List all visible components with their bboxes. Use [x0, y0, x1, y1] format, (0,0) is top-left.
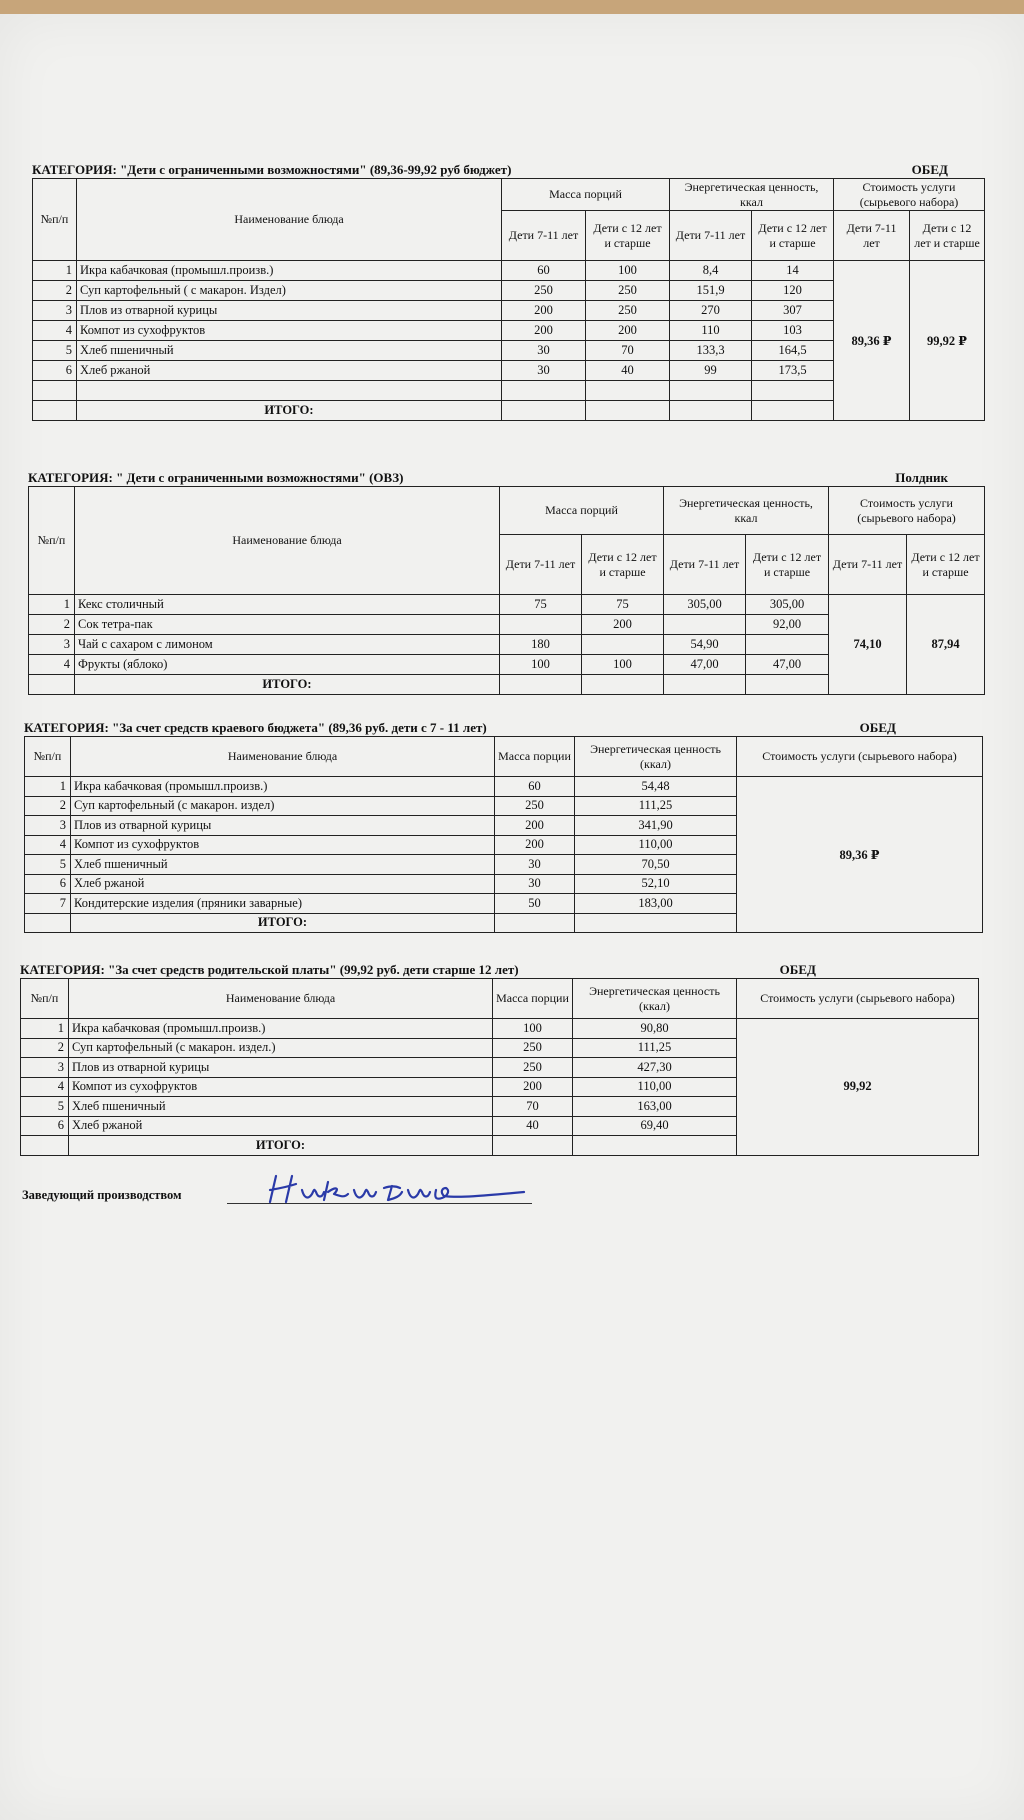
- signature-label: Заведующий производством: [22, 1188, 182, 1202]
- energy-value: 151,9: [670, 281, 752, 301]
- dish-name: Фрукты (яблоко): [75, 655, 500, 675]
- col-mass-header: Масса порций: [500, 487, 664, 535]
- mass-value: 100: [586, 261, 670, 281]
- col-num-header: №п/п: [21, 979, 69, 1019]
- mass-value: 75: [582, 595, 664, 615]
- cost-value: 89,36 ₽: [737, 777, 983, 933]
- meal-label: ОБЕД: [859, 720, 896, 735]
- mass-value: 200: [582, 615, 664, 635]
- cost-value: 74,10: [829, 595, 907, 695]
- col-num-header: №п/п: [33, 179, 77, 261]
- row-number: 4: [25, 835, 71, 855]
- mass-value: 50: [495, 894, 575, 914]
- row-number: 3: [29, 635, 75, 655]
- mass-value: 70: [493, 1097, 573, 1117]
- mass-value: 200: [586, 321, 670, 341]
- section-t2: [28, 470, 984, 695]
- row-number: 6: [33, 361, 77, 381]
- category-title: КАТЕГОРИЯ: "Дети с ограниченными возможностями" (89,36-99,92 руб бюджет): [32, 162, 512, 177]
- col-energy-header: Энергетическая ценность, ккал: [664, 487, 829, 535]
- energy-value: 103: [752, 321, 834, 341]
- mass-value: 75: [500, 595, 582, 615]
- row-number: 2: [21, 1038, 69, 1058]
- dish-name: Хлеб пшеничный: [71, 855, 495, 875]
- sub-header: Дети 7-11 лет: [664, 535, 746, 595]
- energy-value: 69,40: [573, 1116, 737, 1136]
- sub-header: Дети с 12 лет и старше: [582, 535, 664, 595]
- mass-value: 250: [502, 281, 586, 301]
- energy-value: 270: [670, 301, 752, 321]
- col-name-header: Наименование блюда: [77, 179, 502, 261]
- row-number: 2: [25, 796, 71, 816]
- energy-value: 307: [752, 301, 834, 321]
- row-number: 6: [25, 874, 71, 894]
- mass-value: 40: [493, 1116, 573, 1136]
- cost-value: 89,36 ₽: [834, 261, 910, 421]
- sub-header: Дети с 12 лет и старше: [910, 211, 985, 261]
- mass-value: 200: [502, 321, 586, 341]
- row-number: 2: [33, 281, 77, 301]
- dish-name: Кондитерские изделия (пряники заварные): [71, 894, 495, 914]
- mass-value: 180: [500, 635, 582, 655]
- row-number: 4: [29, 655, 75, 675]
- dish-name: Хлеб пшеничный: [69, 1097, 493, 1117]
- energy-value: 341,90: [575, 816, 737, 836]
- energy-value: 52,10: [575, 874, 737, 894]
- energy-value: 163,00: [573, 1097, 737, 1117]
- sub-header: Дети 7-11 лет: [500, 535, 582, 595]
- energy-value: 111,25: [573, 1038, 737, 1058]
- meal-label: Полдник: [895, 470, 948, 485]
- mass-value: 200: [495, 816, 575, 836]
- row-number: 1: [29, 595, 75, 615]
- row-number: 3: [21, 1058, 69, 1078]
- dish-name: Суп картофельный (с макарон. издел): [71, 796, 495, 816]
- row-number: 4: [33, 321, 77, 341]
- energy-value: 183,00: [575, 894, 737, 914]
- sub-header: Дети 7-11 лет: [834, 211, 910, 261]
- row-number: 5: [33, 341, 77, 361]
- col-mass-header: Масса порций: [502, 179, 670, 211]
- mass-value: 200: [502, 301, 586, 321]
- energy-value: 110: [670, 321, 752, 341]
- category-title: КАТЕГОРИЯ: "За счет средств краевого бюджета" (89,36 руб. дети с 7 - 11 лет): [24, 720, 487, 735]
- dish-name: Хлеб ржаной: [77, 361, 502, 381]
- energy-value: 120: [752, 281, 834, 301]
- energy-value: 54,48: [575, 777, 737, 797]
- energy-value: 305,00: [746, 595, 829, 615]
- menu-table: [32, 178, 985, 421]
- mass-value: 100: [493, 1019, 573, 1039]
- section-t4: [20, 962, 978, 1156]
- col-cost-header: Стоимость услуги (сырьевого набора): [829, 487, 985, 535]
- mass-value: 250: [586, 281, 670, 301]
- sub-header: Дети 7-11 лет: [502, 211, 586, 261]
- dish-name: Хлеб ржаной: [71, 874, 495, 894]
- row-number: 1: [25, 777, 71, 797]
- dish-name: Компот из сухофруктов: [77, 321, 502, 341]
- row-number: 6: [21, 1116, 69, 1136]
- menu-table: [28, 486, 985, 695]
- mass-value: 250: [586, 301, 670, 321]
- energy-value: 8,4: [670, 261, 752, 281]
- section-header: [28, 470, 984, 486]
- total-label: ИТОГО:: [75, 675, 500, 695]
- col-num-header: №п/п: [29, 487, 75, 595]
- meal-label: ОБЕД: [911, 162, 948, 177]
- mass-value: 250: [493, 1038, 573, 1058]
- energy-value: [664, 615, 746, 635]
- menu-table: [24, 736, 983, 933]
- col-mass-header: Масса порции: [493, 979, 573, 1019]
- row-number: 3: [25, 816, 71, 836]
- dish-name: Чай с сахаром с лимоном: [75, 635, 500, 655]
- sub-header: Дети 7-11 лет: [829, 535, 907, 595]
- total-label: ИТОГО:: [71, 913, 495, 933]
- mass-value: 60: [502, 261, 586, 281]
- energy-value: [746, 635, 829, 655]
- dish-name: Кекс столичный: [75, 595, 500, 615]
- col-name-header: Наименование блюда: [71, 737, 495, 777]
- cost-value: 87,94: [907, 595, 985, 695]
- mass-value: 30: [502, 341, 586, 361]
- energy-value: 305,00: [664, 595, 746, 615]
- energy-value: 110,00: [573, 1077, 737, 1097]
- row-number: 1: [21, 1019, 69, 1039]
- col-energy-header: Энергетическая ценность (ккал): [575, 737, 737, 777]
- energy-value: 427,30: [573, 1058, 737, 1078]
- signature-block: [22, 1176, 542, 1216]
- energy-value: 99: [670, 361, 752, 381]
- dish-name: Суп картофельный (с макарон. издел.): [69, 1038, 493, 1058]
- table-row: [21, 1019, 979, 1039]
- section-t1: [32, 162, 984, 421]
- row-number: 5: [21, 1097, 69, 1117]
- mass-value: 30: [495, 874, 575, 894]
- mass-value: 200: [493, 1077, 573, 1097]
- mass-value: 250: [495, 796, 575, 816]
- menu-table: [20, 978, 979, 1156]
- section-t3: [24, 720, 982, 933]
- energy-value: 14: [752, 261, 834, 281]
- dish-name: Плов из отварной курицы: [77, 301, 502, 321]
- total-label: ИТОГО:: [77, 401, 502, 421]
- dish-name: Сок тетра-пак: [75, 615, 500, 635]
- section-header: [24, 720, 982, 736]
- energy-value: 110,00: [575, 835, 737, 855]
- sub-header: Дети 7-11 лет: [670, 211, 752, 261]
- col-energy-header: Энергетическая ценность, ккал: [670, 179, 834, 211]
- section-header: [20, 962, 978, 978]
- col-name-header: Наименование блюда: [69, 979, 493, 1019]
- dish-name: Компот из сухофруктов: [69, 1077, 493, 1097]
- mass-value: 250: [493, 1058, 573, 1078]
- meal-label: ОБЕД: [779, 962, 816, 977]
- section-header: [32, 162, 984, 178]
- row-number: 5: [25, 855, 71, 875]
- category-title: КАТЕГОРИЯ: " Дети с ограниченными возможностями" (ОВЗ): [28, 470, 404, 485]
- dish-name: Суп картофельный ( с макарон. Издел): [77, 281, 502, 301]
- dish-name: Плов из отварной курицы: [71, 816, 495, 836]
- category-title: КАТЕГОРИЯ: "За счет средств родительской платы" (99,92 руб. дети старше 12 лет): [20, 962, 519, 977]
- col-mass-header: Масса порции: [495, 737, 575, 777]
- energy-value: 47,00: [746, 655, 829, 675]
- mass-value: 100: [500, 655, 582, 675]
- energy-value: 90,80: [573, 1019, 737, 1039]
- energy-value: 54,90: [664, 635, 746, 655]
- row-number: 4: [21, 1077, 69, 1097]
- mass-value: 200: [495, 835, 575, 855]
- mass-value: [582, 635, 664, 655]
- energy-value: 111,25: [575, 796, 737, 816]
- row-number: 7: [25, 894, 71, 914]
- dish-name: Плов из отварной курицы: [69, 1058, 493, 1078]
- energy-value: 173,5: [752, 361, 834, 381]
- col-cost-header: Стоимость услуги (сырьевого набора): [834, 179, 985, 211]
- dish-name: Икра кабачковая (промышл.произв.): [77, 261, 502, 281]
- col-cost-header: Стоимость услуги (сырьевого набора): [737, 737, 983, 777]
- sub-header: Дети с 12 лет и старше: [586, 211, 670, 261]
- table-row: [29, 595, 985, 615]
- cost-value: 99,92: [737, 1019, 979, 1156]
- mass-value: 30: [495, 855, 575, 875]
- sub-header: Дети с 12 лет и старше: [746, 535, 829, 595]
- row-number: 3: [33, 301, 77, 321]
- energy-value: 70,50: [575, 855, 737, 875]
- handwritten-signature-icon: [262, 1168, 532, 1208]
- col-cost-header: Стоимость услуги (сырьевого набора): [737, 979, 979, 1019]
- row-number: 1: [33, 261, 77, 281]
- mass-value: 70: [586, 341, 670, 361]
- dish-name: Хлеб ржаной: [69, 1116, 493, 1136]
- dish-name: Хлеб пшеничный: [77, 341, 502, 361]
- mass-value: [500, 615, 582, 635]
- table-row: [33, 261, 985, 281]
- dish-name: Икра кабачковая (промышл.произв.): [69, 1019, 493, 1039]
- energy-value: 133,3: [670, 341, 752, 361]
- total-label: ИТОГО:: [69, 1136, 493, 1156]
- energy-value: 47,00: [664, 655, 746, 675]
- col-energy-header: Энергетическая ценность (ккал): [573, 979, 737, 1019]
- cost-value: 99,92 ₽: [910, 261, 985, 421]
- mass-value: 40: [586, 361, 670, 381]
- energy-value: 92,00: [746, 615, 829, 635]
- energy-value: 164,5: [752, 341, 834, 361]
- dish-name: Компот из сухофруктов: [71, 835, 495, 855]
- mass-value: 30: [502, 361, 586, 381]
- sub-header: Дети с 12 лет и старше: [752, 211, 834, 261]
- row-number: 2: [29, 615, 75, 635]
- mass-value: 60: [495, 777, 575, 797]
- col-num-header: №п/п: [25, 737, 71, 777]
- mass-value: 100: [582, 655, 664, 675]
- dish-name: Икра кабачковая (промышл.произв.): [71, 777, 495, 797]
- sub-header: Дети с 12 лет и старше: [907, 535, 985, 595]
- table-row: [25, 777, 983, 797]
- col-name-header: Наименование блюда: [75, 487, 500, 595]
